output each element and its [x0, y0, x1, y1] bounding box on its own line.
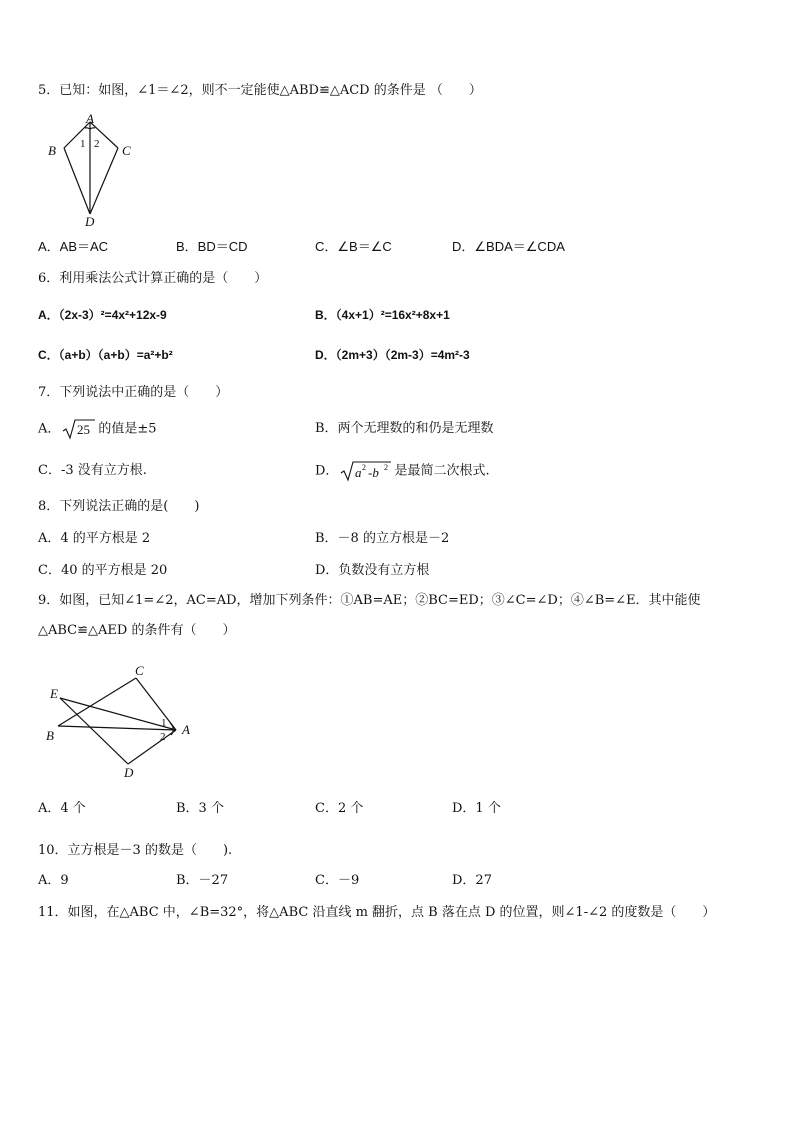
q10-option-a[interactable]: A．9 — [38, 873, 69, 888]
q5-label-angle-2: 2 — [94, 138, 100, 150]
q9-label-c: C — [135, 663, 144, 678]
q9-stem-line2: △ABC≌△AED 的条件有（ ） — [38, 623, 236, 638]
q7-option-d-prefix: D． — [315, 463, 339, 479]
q5-option-c[interactable]: C．∠B＝∠C — [315, 239, 392, 254]
q5-option-a[interactable]: A．AB＝AC — [38, 239, 109, 254]
q9-segment-ca — [136, 678, 176, 730]
q10-option-d[interactable]: D．27 — [452, 873, 492, 888]
q7-option-d-suffix: 是最简二次根式. — [394, 463, 490, 479]
q9-label-d: D — [124, 765, 134, 780]
q9-option-b[interactable]: B．3 个 — [176, 801, 224, 816]
q5-segment-cd — [90, 148, 118, 214]
q9-label-a: A — [182, 722, 190, 737]
q6-option-c[interactable]: C．（a+b）（a+b）=a²+b² — [38, 348, 173, 362]
q9-option-d[interactable]: D．1 个 — [452, 801, 501, 816]
q7-stem: 7．下列说法中正确的是（ ） — [38, 385, 229, 400]
q7-option-a[interactable] — [38, 418, 157, 440]
q9-segment-ba — [58, 726, 176, 730]
q7-option-a-suffix: 的值是±5 — [98, 421, 157, 437]
q8-option-b[interactable]: B．－8 的立方根是－2 — [315, 531, 450, 546]
q5-option-d[interactable]: D．∠BDA＝∠CDA — [452, 239, 565, 254]
q7-option-a-prefix: A． — [38, 421, 61, 437]
q9-segment-da — [128, 730, 176, 764]
q6-option-a[interactable]: A．（2x-3）²=4x²+12x-9 — [38, 308, 167, 322]
q9-option-c[interactable]: C．2 个 — [315, 801, 364, 816]
q9-label-e: E — [50, 686, 58, 701]
q7-option-a-radicand: 25 — [77, 422, 91, 437]
q7-option-d-exp-2: 2 — [384, 463, 389, 472]
q5-segment-bd — [64, 148, 90, 214]
q6-option-b[interactable]: B．（4x+1）²=16x²+8x+1 — [315, 308, 450, 322]
q9-figure — [40, 660, 210, 782]
q7-option-d[interactable] — [315, 460, 490, 482]
q5-label-d: D — [85, 214, 95, 229]
q7-option-d-exp-1: 2 — [362, 463, 367, 472]
q10-option-b[interactable]: B．－27 — [176, 873, 229, 888]
q6-option-d[interactable]: D．（2m+3）（2m-3）=4m²-3 — [315, 348, 470, 362]
q10-option-c[interactable]: C．－9 — [315, 873, 360, 888]
q5-label-b: B — [48, 143, 56, 158]
q9-label-angle-2: 2 — [160, 731, 166, 743]
q7-sqrt-a2-b2-radical — [340, 460, 392, 482]
q7-option-b[interactable]: B．两个无理数的和仍是无理数 — [315, 421, 494, 436]
q5-option-b[interactable]: B．BD＝CD — [176, 239, 248, 254]
q9-label-b: B — [46, 728, 54, 743]
q7-option-d-radicand-a: a — [355, 465, 362, 480]
q5-angle-arc-2 — [90, 128, 95, 129]
q11-stem: 11．如图，在△ABC 中，∠B=32°，将△ABC 沿直线 m 翻折，点 B 落在点 D 的位置，则∠1-∠2 的度数是（ ） — [38, 905, 716, 920]
q5-label-angle-1: 1 — [80, 138, 86, 150]
q5-figure — [42, 112, 142, 230]
q5-angle-arc-1 — [85, 128, 90, 129]
q6-stem: 6．利用乘法公式计算正确的是（ ） — [38, 271, 268, 286]
q8-option-d[interactable]: D．负数没有立方根 — [315, 563, 430, 578]
q7-option-c[interactable]: C．-3 没有立方根. — [38, 463, 147, 478]
q5-stem: 5．已知：如图，∠1＝∠2，则不一定能使△ABD≌△ACD 的条件是 （ ） — [38, 83, 482, 98]
q10-stem: 10．立方根是－3 的数是（ ). — [38, 843, 233, 858]
q8-stem: 8．下列说法正确的是( ) — [38, 499, 200, 514]
q9-stem-line1: 9．如图，已知∠1=∠2，AC=AD，增加下列条件：①AB=AE；②BC=ED；③∠C=∠D；④∠B=∠E．其中能使 — [38, 593, 701, 608]
q7-sqrt-25-radical — [62, 418, 96, 440]
q9-option-a[interactable]: A．4 个 — [38, 801, 86, 816]
q5-label-c: C — [122, 143, 131, 158]
q7-option-d-radicand-b: -b — [368, 465, 380, 480]
q8-option-c[interactable]: C．40 的平方根是 20 — [38, 563, 168, 578]
q9-segment-bc — [58, 678, 136, 726]
q9-label-angle-1: 1 — [161, 717, 167, 729]
q8-option-a[interactable]: A．4 的平方根是 2 — [38, 531, 151, 546]
q5-label-a: A — [86, 112, 94, 126]
